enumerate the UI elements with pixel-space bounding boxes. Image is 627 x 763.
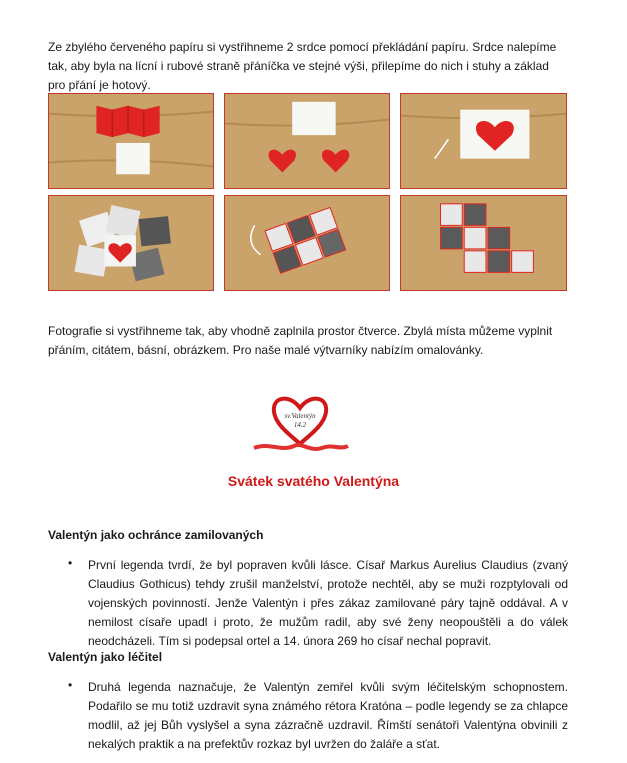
photo-folded-red-paper — [48, 93, 214, 189]
bullet-marker: • — [68, 678, 73, 692]
section-heading-healer: Valentýn jako léčitel — [48, 650, 163, 664]
valentine-ribbon-heart-logo — [250, 392, 350, 460]
bullet-marker: • — [68, 556, 73, 570]
logo-line-2: 14.2 — [293, 421, 307, 429]
section-heading-lovers: Valentýn jako ochránce zamilovaných — [48, 528, 264, 542]
photo-card-grid — [224, 195, 390, 291]
photo-paragraph: Fotografie si vystřihneme tak, aby vhodně zaplnila prostor čtverce. Zbylá místa můžeme vyplnit přáním, citátem, básní, obrázkem. Pro naše malé výtvarníky nabízím omalovánky. — [48, 324, 553, 357]
section-text-healer: Druhá legenda naznačuje, že Valentýn zemřel kvůli svým léčitelským schopnostem. Podařilo se mu totiž uzdravit syna známého rétora Kratóna – podle legendy se za chlapce modlil, až jej Bůh vyslyšel a syna zázračně uzdravil. Římští senátoři Valentýna obvinili z nekalých praktik a na prefektův rozkaz byl uvržen do žaláře a sťat. — [88, 680, 568, 751]
photo-scattered-cards — [48, 195, 214, 291]
craft-photo-grid — [48, 93, 567, 292]
photo-two-hearts — [224, 93, 390, 189]
photo-finished-card — [400, 195, 567, 291]
logo-line-1: sv.Valentýn — [284, 412, 316, 420]
intro-paragraph: Ze zbylého červeného papíru si vystřihneme 2 srdce pomocí překládání papíru. Srdce nalepíme tak, aby byla na lícní i rubové straně přáníčka ve stejné výši, přilepíme do nich i stuhy a základ pro přání je hotový. — [48, 40, 557, 92]
section-text-lovers: První legenda tvrdí, že byl popraven kvůli lásce. Císař Markus Aurelius Claudius (zvaný Claudius Gothicus) tehdy zrušil manželství, protože nechtěl, aby se muži rozptylovali od vojenských povinností. Jenže Valentýn i přes zákaz zamilované páry tajně oddával. A v nemilost císaře upadl i proto, že mužům radil, aby své ženy neopouštěli a do válek neodcházeli. Tím si podepsal ortel a 14. února 269 ho císař nechal popravit. — [88, 558, 568, 648]
page-title: Svátek svatého Valentýna — [227, 473, 400, 489]
photo-card-with-heart — [400, 93, 567, 189]
